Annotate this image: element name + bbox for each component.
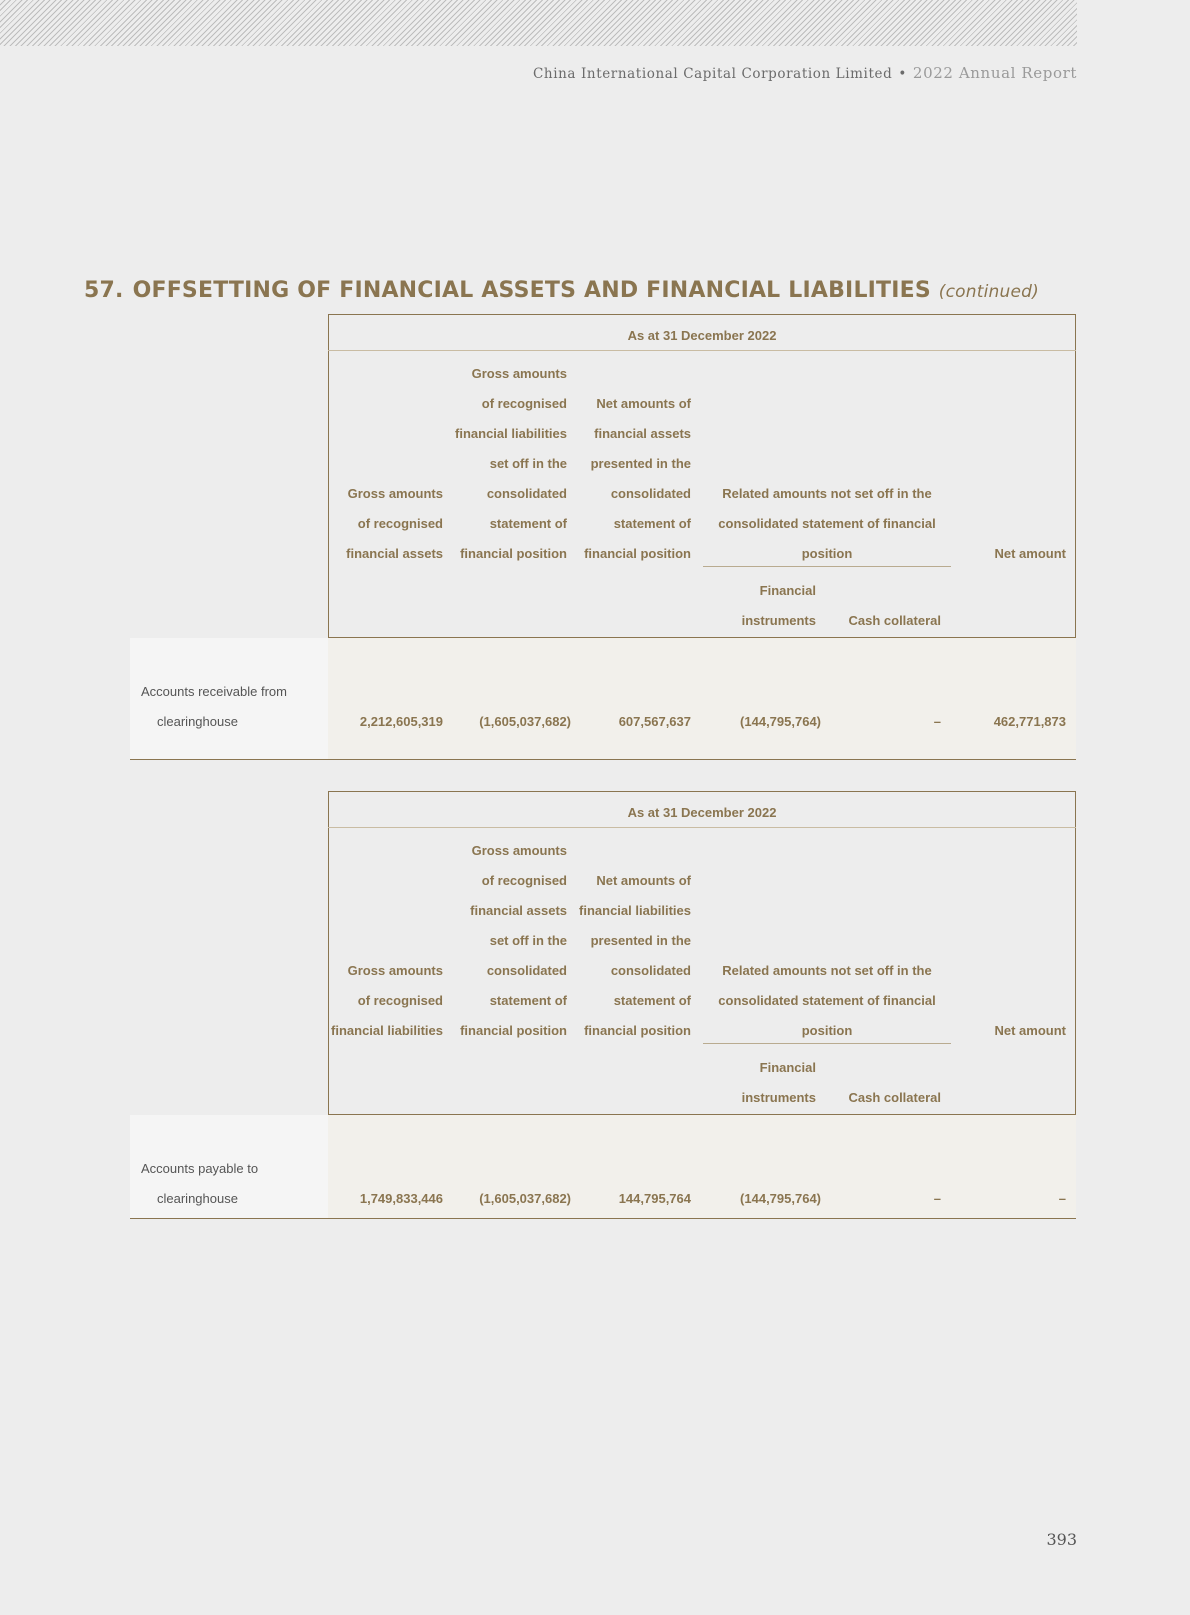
hdr-line: Cash collateral	[848, 613, 941, 628]
hdr-line: statement of	[489, 993, 567, 1008]
value-net-amount: –	[1058, 1191, 1066, 1206]
period-rule	[328, 350, 1076, 351]
hdr-line: statement of	[613, 993, 691, 1008]
row-bottom-rule	[130, 759, 1076, 760]
col-net-presented-header	[572, 389, 691, 569]
hdr-line: consolidated	[610, 963, 691, 978]
value-setoff: (1,605,037,682)	[479, 714, 571, 729]
hdr-line: Net amounts of	[596, 396, 691, 411]
hdr-line: Financial	[759, 1060, 816, 1075]
col-net-amount-header	[960, 539, 1066, 569]
separator-dot: •	[898, 66, 907, 82]
section-number: 57.	[84, 278, 124, 303]
section-heading: OFFSETTING OF FINANCIAL ASSETS AND FINANCIAL LIABILITIES	[132, 278, 931, 303]
period-rule	[328, 827, 1076, 828]
row-label	[141, 677, 287, 737]
row-bottom-rule	[130, 1218, 1076, 1219]
hdr-line: position	[801, 546, 853, 561]
value-cash-collateral: –	[933, 1191, 941, 1206]
hdr-line: instruments	[741, 613, 816, 628]
col-financial-instruments-header	[703, 1053, 816, 1113]
hdr-line: position	[801, 1023, 853, 1038]
row-label-line: Accounts receivable from	[141, 684, 287, 699]
hdr-line: Gross amounts	[471, 366, 567, 381]
value-gross: 1,749,833,446	[359, 1191, 443, 1206]
related-amounts-header	[703, 479, 951, 569]
row-label-line: clearinghouse	[157, 1191, 238, 1206]
hdr-line: instruments	[741, 1090, 816, 1105]
col-financial-instruments-header	[703, 576, 816, 636]
period-header: As at 31 December 2022	[627, 328, 777, 343]
hdr-line: statement of	[489, 516, 567, 531]
hdr-line: of recognised	[481, 873, 567, 888]
hdr-line: financial position	[584, 546, 691, 561]
hdr-line: Net amount	[994, 546, 1066, 561]
related-amounts-rule	[703, 566, 951, 567]
hdr-line: Related amounts not set off in the	[722, 486, 932, 501]
col-gross-liabilities-header	[330, 956, 443, 1046]
col-gross-assets-header	[330, 479, 443, 569]
value-setoff: (1,605,037,682)	[479, 1191, 571, 1206]
hdr-line: set off in the	[489, 456, 567, 471]
hdr-line: Financial	[759, 583, 816, 598]
value-net-presented: 144,795,764	[618, 1191, 691, 1206]
col-gross-setoff-header	[448, 836, 567, 1046]
hdr-line: consolidated	[486, 486, 567, 501]
value-gross: 2,212,605,319	[359, 714, 443, 729]
col-gross-setoff-header	[448, 359, 567, 569]
hdr-line: presented in the	[590, 456, 691, 471]
continued-note: (continued)	[938, 282, 1039, 302]
hdr-line: financial assets	[594, 426, 691, 441]
hdr-line: Gross amounts	[471, 843, 567, 858]
company-name: China International Capital Corporation Limited	[532, 66, 893, 82]
hdr-line: Cash collateral	[848, 1090, 941, 1105]
hdr-line: Related amounts not set off in the	[722, 963, 932, 978]
hdr-line: consolidated statement of financial	[718, 516, 936, 531]
page-number: 393	[1046, 1530, 1077, 1549]
hdr-line: financial position	[460, 1023, 567, 1038]
row-label	[141, 1154, 258, 1214]
hdr-line: of recognised	[481, 396, 567, 411]
hdr-line: Gross amounts	[347, 486, 443, 501]
hdr-line: consolidated	[486, 963, 567, 978]
col-cash-collateral-header	[830, 1083, 941, 1113]
row-label-line: clearinghouse	[157, 714, 238, 729]
hdr-line: of recognised	[357, 516, 443, 531]
value-cash-collateral: –	[933, 714, 941, 729]
hdr-line: financial position	[584, 1023, 691, 1038]
hdr-line: consolidated	[610, 486, 691, 501]
hdr-line: presented in the	[590, 933, 691, 948]
value-financial-instruments: (144,795,764)	[740, 714, 821, 729]
report-name: 2022 Annual Report	[912, 64, 1077, 82]
value-financial-instruments: (144,795,764)	[740, 1191, 821, 1206]
hdr-line: Net amounts of	[596, 873, 691, 888]
running-header	[533, 64, 1077, 82]
related-amounts-rule	[703, 1043, 951, 1044]
value-net-amount: 462,771,873	[993, 714, 1066, 729]
hdr-line: financial liabilities	[579, 903, 691, 918]
header-hatch-band	[0, 0, 1077, 46]
hdr-line: financial liabilities	[455, 426, 567, 441]
hdr-line: consolidated statement of financial	[718, 993, 936, 1008]
hdr-line: financial assets	[470, 903, 567, 918]
hdr-line: financial position	[460, 546, 567, 561]
hdr-line: Gross amounts	[347, 963, 443, 978]
hdr-line: financial assets	[346, 546, 443, 561]
section-title	[84, 278, 1039, 303]
col-net-amount-header	[960, 1016, 1066, 1046]
hdr-line: set off in the	[489, 933, 567, 948]
period-header: As at 31 December 2022	[627, 805, 777, 820]
hdr-line: financial liabilities	[331, 1023, 443, 1038]
row-data-band	[328, 638, 1076, 759]
hdr-line: of recognised	[357, 993, 443, 1008]
row-label-line: Accounts payable to	[141, 1161, 259, 1176]
col-cash-collateral-header	[830, 606, 941, 636]
related-amounts-header	[703, 956, 951, 1046]
hdr-line: statement of	[613, 516, 691, 531]
value-net-presented: 607,567,637	[618, 714, 691, 729]
col-net-presented-header	[572, 866, 691, 1046]
hdr-line: Net amount	[994, 1023, 1066, 1038]
